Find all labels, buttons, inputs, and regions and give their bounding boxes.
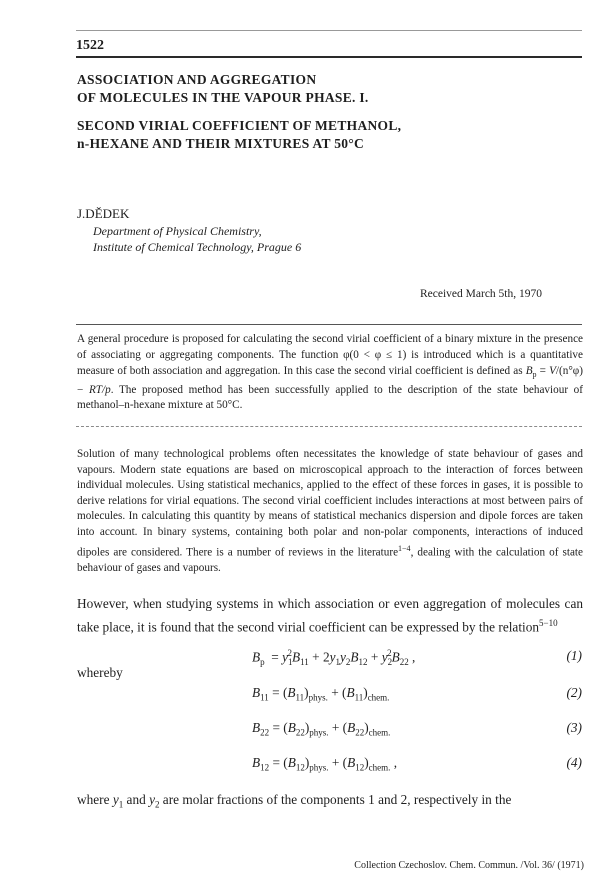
body-paragraph (77, 594, 583, 636)
equation-2-number: (2) (566, 685, 582, 700)
last-line: where $y_1$ and $y_2$ are molar fractions of the components 1 and 2, respectively in the (77, 792, 512, 810)
page-number: 1522 (76, 38, 104, 53)
title-line-4: n-HEXANE AND THEIR MIXTURES AT 50°C (77, 136, 365, 151)
equation-3: $B_{22} = (B_{22})_{phys.} + (B_{22})_{chem.}$ (252, 720, 391, 738)
abstract-frac: /(n°φ) − (77, 364, 583, 396)
affiliation-line-2: Institute of Chemical Technology, Prague 6 (93, 240, 302, 254)
abstract-text-2: . The proposed method has been successfully applied to the description of the state behaviour of methanol–n-hexane mixture at 50°C. (77, 383, 584, 412)
abstract-bp-sub: p (532, 369, 537, 379)
equation-4: $B_{12} = (B_{12})_{phys.} + (B_{12})_{chem.}$ , (252, 755, 398, 773)
intro-text-2: , dealing with the calculation of state behaviour of gases and vapours. (77, 546, 583, 574)
abstract-rtp: RT/p (88, 383, 111, 396)
author: J.DĚDEK (77, 206, 130, 221)
equation-2: $B_{11} = (B_{11})_{phys.} + (B_{11})_{chem.}$ (252, 685, 390, 703)
header-rule (76, 56, 582, 58)
equation-1: $B_p = y_1^2B_{11} + 2y_1y_2B_{12} + y_2^2B_{22}$ , (252, 648, 416, 668)
title-line-3: SECOND VIRIAL COEFFICIENT OF METHANOL, (77, 118, 402, 133)
top-rule-thin (76, 30, 582, 31)
title-line-1: ASSOCIATION AND AGGREGATION (77, 72, 317, 87)
abstract-eq-mid: = (536, 364, 550, 377)
received-date: Received March 5th, 1970 (420, 288, 542, 300)
abstract-top-rule (76, 324, 582, 325)
abstract-text-1: A general procedure is proposed for calculating the second virial coefficient of a binary mixture in the presence of associating or aggregating components. The function φ(0 < φ ≤ 1) is introduced which is a quantitative measure of both association and aggregation. In this case the second virial coefficient is defined as (77, 333, 583, 377)
abstract-v: V (549, 364, 556, 377)
equation-4-number: (4) (566, 755, 582, 770)
abstract-bottom-rule (76, 426, 582, 427)
whereby-label: whereby (77, 665, 123, 680)
affiliation-line-1: Department of Physical Chemistry, (93, 224, 262, 238)
abstract-bp: B (525, 364, 533, 377)
body-text-1: However, when studying systems in which association or even aggregation of molecules can take place, it is found that the second virial coefficient can be expressed by the relation (77, 596, 583, 634)
body-ref: 5−10 (539, 617, 558, 628)
intro-text-1: Solution of many technological problems often necessitates the knowledge of state behaviour of gases and vapours. Modern state equations are based on microscopical approach to the interaction of forces between individual molecules. Using statistical mechanics, applied to the effect of these forces in gases, it is possible to derive relations for virial equations. The second virial coefficient includes interactions at most between pairs of molecules. In calculating this quantity by means of statistical mechanics dispersion and dipole forces are taken into account. In binary systems, containing both polar and non-polar components, interactions of induced dipoles are considered. There is a number of reviews in the literature (77, 448, 583, 559)
equation-3-number: (3) (566, 720, 582, 735)
title-line-2: OF MOLECULES IN THE VAPOUR PHASE. I. (77, 90, 369, 105)
intro-ref: 1−4 (398, 543, 411, 553)
intro-paragraph (77, 447, 583, 576)
journal-footer: Collection Czechoslov. Chem. Commun. /Vol. 36/ (1971) (354, 860, 584, 871)
abstract (77, 332, 583, 414)
equation-1-number: (1) (566, 648, 582, 663)
